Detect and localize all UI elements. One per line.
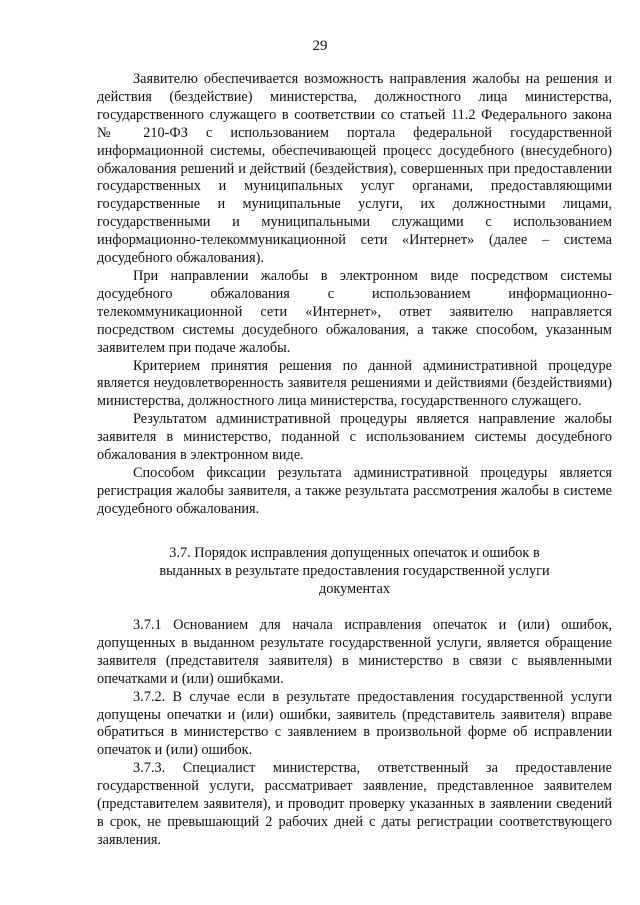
heading-line: 3.7. Порядок исправления допущенных опечаток и ошибок в bbox=[169, 545, 540, 561]
body-text-top bbox=[97, 71, 612, 519]
paragraph: При направлении жалобы в электронном виде посредством системы досудебного обжалования с использованием информационно-телекоммуникационной сети «Интернет», ответ заявителю направляется посредством системы досудебного обжалования, а также способом, указанным заявителем при подаче жалобы. bbox=[97, 267, 612, 356]
heading-line: документах bbox=[318, 580, 391, 597]
paragraph: Критерием принятия решения по данной административной процедуре является неудовлетворенность заявителя решениями и действиями (бездействиями) министерства, должностного лица министерства, государственного служащего. bbox=[97, 357, 612, 410]
paragraph: 3.7.2. В случае если в результате предоставления государственной услуги допущены опечатки и (или) ошибки, заявитель (представитель заявителя) вправе обратиться в министерство с заявлением в произвольной форме об исправлении опечаток и (или) ошибок. bbox=[97, 688, 612, 759]
heading-line: выданных в результате предоставления государственной услуги bbox=[159, 562, 550, 579]
body-text-bottom bbox=[97, 617, 612, 850]
paragraph: Заявителю обеспечивается возможность направления жалобы на решения и действия (бездействие) министерства, должностного лица министерства, государственного служащего в соответствии со статьей 11.2 Федерального закона № 210-ФЗ с использованием портала федеральной государственной информационной системы, обеспечивающей процесс досудебного (внесудебного) обжалования решений и действий (бездействия), совершенных при предоставлении государственных и муниципальных услуг органами, предоставляющими государственные и муниципальные услуги, их должностными лицами, государственными и муниципальными служащими с использованием информационно-телекоммуникационной сети «Интернет» (далее – система досудебного обжалования). bbox=[97, 71, 612, 267]
section-heading bbox=[97, 545, 612, 599]
page-number: 29 bbox=[312, 38, 328, 54]
paragraph: Результатом административной процедуры является направление жалобы заявителя в министерство, поданной с использованием системы досудебного обжалования в электронном виде. bbox=[97, 411, 612, 464]
paragraph: 3.7.1 Основанием для начала исправления опечаток и (или) ошибок, допущенных в выданном результате государственной услуги, является обращение заявителя (представителя заявителя) в министерство в связи с выявленными опечатками и (или) ошибками. bbox=[97, 617, 612, 687]
paragraph: Способом фиксации результата административной процедуры является регистрация жалобы заявителя, а также результата рассмотрения жалобы в системе досудебного обжалования. bbox=[97, 464, 612, 517]
paragraph: 3.7.3. Специалист министерства, ответственный за предоставление государственной услуги, рассматривает заявление, представленное заявителем (представителем заявителя), и проводит проверку указанных в заявлении сведений в срок, не превышающий 2 рабочих дней с даты регистрации соответствующего заявления. bbox=[97, 760, 612, 848]
